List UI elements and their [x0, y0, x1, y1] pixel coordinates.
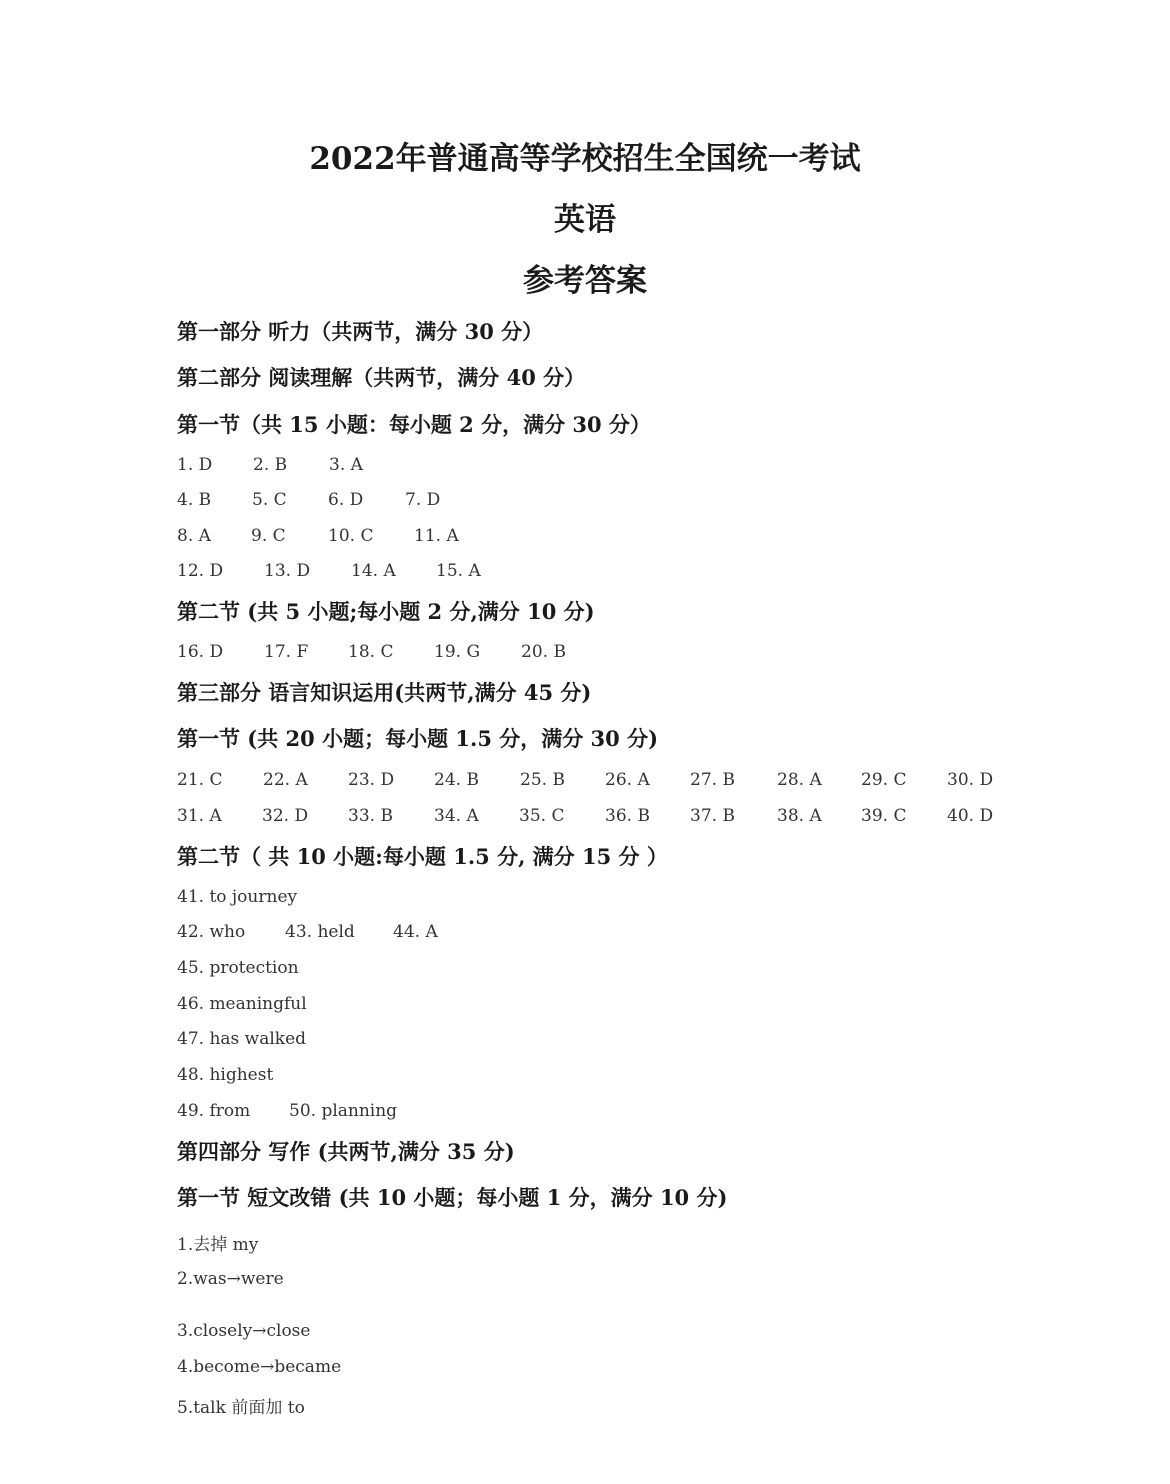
answer-item: 3. A [329, 455, 363, 475]
answer-item: 45. protection [177, 958, 299, 978]
heading-part2: 第二部分 阅读理解（共两节，满分 40 分） [177, 365, 586, 390]
answer-item: 49. from [177, 1101, 251, 1121]
answer-item: 48. highest [177, 1065, 274, 1085]
answer-item: 43. held [285, 922, 355, 942]
answer-item: 4. B [177, 490, 212, 510]
answer-item: 13. D [264, 561, 311, 581]
answer-item: 24. B [434, 770, 479, 790]
answer-item: 41. to journey [177, 887, 298, 907]
answer-item: 28. A [777, 770, 822, 790]
heading-part1: 第一部分 听力（共两节，满分 30 分） [177, 319, 544, 344]
correction-item: 2.was→were [177, 1269, 284, 1289]
answer-item: 17. F [264, 642, 309, 662]
answer-item: 7. D [405, 490, 441, 510]
answer-item: 10. C [328, 526, 374, 546]
answer-item: 19. G [434, 642, 481, 662]
answer-item: 33. B [348, 806, 393, 826]
answer-item: 38. A [777, 806, 822, 826]
answer-item: 23. D [348, 770, 395, 790]
answer-item: 14. A [351, 561, 396, 581]
answer-item: 11. A [414, 526, 459, 546]
exam-title: 2022年普通高等学校招生全国统一考试 [309, 141, 861, 177]
answer-item: 2. B [253, 455, 288, 475]
answer-item: 5. C [252, 490, 287, 510]
correction-item: 3.closely→close [177, 1321, 311, 1341]
answer-item: 36. B [605, 806, 650, 826]
answer-item: 31. A [177, 806, 222, 826]
answer-item: 22. A [263, 770, 308, 790]
heading-part2-section2: 第二节 (共 5 小题;每小题 2 分,满分 10 分) [177, 599, 595, 624]
answer-item: 40. D [947, 806, 994, 826]
answer-item: 39. C [861, 806, 907, 826]
answer-item: 34. A [434, 806, 479, 826]
heading-part3: 第三部分 语言知识运用(共两节,满分 45 分) [177, 680, 592, 705]
answer-item: 47. has walked [177, 1029, 307, 1049]
answer-item: 32. D [262, 806, 309, 826]
correction-item: 5.talk 前面加 to [177, 1398, 305, 1418]
answer-item: 1. D [177, 455, 213, 475]
heading-part3-section2: 第二节（ 共 10 小题:每小题 1.5 分, 满分 15 分 ） [177, 844, 668, 869]
answer-item: 42. who [177, 922, 246, 942]
answer-item: 35. C [519, 806, 565, 826]
answer-item: 12. D [177, 561, 224, 581]
heading-part4-section1: 第一节 短文改错 (共 10 小题；每小题 1 分，满分 10 分) [177, 1185, 728, 1210]
answer-item: 18. C [348, 642, 394, 662]
answer-item: 27. B [690, 770, 735, 790]
answer-item: 15. A [436, 561, 481, 581]
doc-type-title: 参考答案 [523, 263, 647, 299]
answer-item: 6. D [328, 490, 364, 510]
answer-item: 25. B [520, 770, 565, 790]
subject-title: 英语 [554, 202, 616, 238]
correction-item: 4.become→became [177, 1357, 342, 1377]
correction-item: 1.去掉 my [177, 1235, 259, 1255]
answer-item: 30. D [947, 770, 994, 790]
answer-item: 26. A [605, 770, 650, 790]
answer-item: 20. B [521, 642, 566, 662]
heading-part2-section1: 第一节（共 15 小题：每小题 2 分，满分 30 分） [177, 412, 651, 437]
answer-item: 21. C [177, 770, 223, 790]
answer-item: 44. A [393, 922, 438, 942]
answer-item: 46. meaningful [177, 994, 307, 1014]
answer-item: 29. C [861, 770, 907, 790]
answer-item: 50. planning [289, 1101, 398, 1121]
answer-item: 9. C [251, 526, 286, 546]
answer-item: 8. A [177, 526, 211, 546]
answer-item: 16. D [177, 642, 224, 662]
heading-part3-section1: 第一节 (共 20 小题；每小题 1.5 分，满分 30 分) [177, 726, 659, 751]
heading-part4: 第四部分 写作 (共两节,满分 35 分) [177, 1139, 515, 1164]
answer-item: 37. B [690, 806, 735, 826]
